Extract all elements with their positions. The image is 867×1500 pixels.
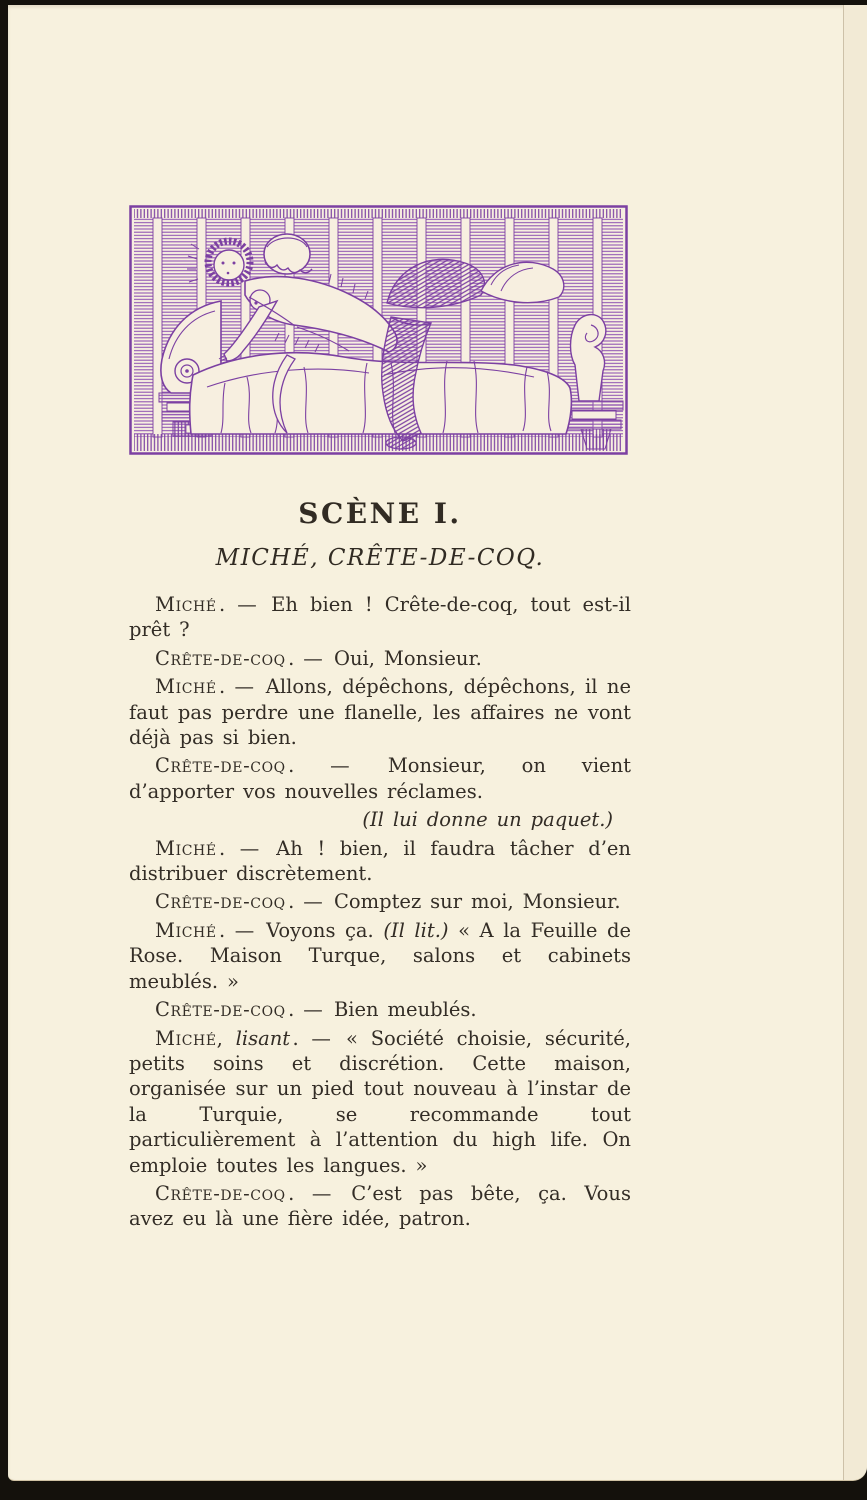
dialogue-dash: . — xyxy=(218,836,274,860)
floor-band xyxy=(134,434,623,451)
speaker-name: Miché xyxy=(155,1026,217,1050)
dialogue-dash: . — xyxy=(288,754,386,778)
dialogue-dash: . — xyxy=(292,1026,344,1050)
foot xyxy=(386,437,416,449)
dialogue-paragraph xyxy=(129,646,631,671)
dialogue-text: Ah ! bien, il faudra tâcher d’en distribuer discrètement. xyxy=(129,836,631,886)
dialogue-text: Comptez sur moi, Monsieur. xyxy=(333,890,621,914)
engraving-couple-on-daybed xyxy=(129,205,628,455)
dialogue-text: Eh bien ! Crête-de-coq, tout est-il prêt ? xyxy=(129,593,631,642)
page-right-edge xyxy=(843,5,867,1480)
dialogue-dash: . — xyxy=(288,1181,349,1205)
speaker-name: Miché xyxy=(155,593,217,616)
dialogue-dash: . — xyxy=(218,918,264,942)
dialogue-text: « Société choisie, sécurité, petits soins et discrétion. Cette maison, organisée sur un pied tout nouveau à l’instar de la Turquie, se recommande tout particulièrement à l’attention du high life. On emploie toutes les langues. » xyxy=(129,1026,631,1177)
book-page xyxy=(8,5,867,1481)
speaker-name: Miché xyxy=(155,918,217,942)
dialogue-paragraph xyxy=(129,918,631,994)
dialogue-paragraph xyxy=(129,889,631,914)
dialogue-text: Voyons ça. (Il lit.) « A la Feuille de Rose. Maison Turque, salons et cabinets meublés. » xyxy=(129,918,631,993)
speaker-name: Crête-de-coq xyxy=(155,754,286,778)
speaker-name: Crête-de-coq xyxy=(155,1181,286,1205)
stage-direction: (Il lui donne un paquet.) xyxy=(362,808,613,832)
dialogue-paragraph xyxy=(129,1026,631,1178)
dialogue-paragraph xyxy=(129,836,631,887)
dialogue-text: Oui, Monsieur. xyxy=(333,646,482,670)
speaker-note: , lisant xyxy=(216,1026,291,1050)
speaker-name: Crête-de-coq xyxy=(155,890,286,914)
speaker-name: Miché xyxy=(155,675,217,699)
speaker-name: Miché xyxy=(155,836,217,860)
dialogue-dash: . — xyxy=(218,675,264,699)
dialogue-text: C’est pas bête, ça. Vous avez eu là une fière idée, patron. xyxy=(129,1181,631,1231)
dialogue-dash: . — xyxy=(218,593,269,616)
speaker-name: Crête-de-coq xyxy=(155,998,286,1022)
dialogue-paragraph xyxy=(129,997,631,1022)
dialogue-dash: . — xyxy=(288,646,332,670)
scene-title: SCÈNE I. xyxy=(298,497,462,530)
plate-illustration xyxy=(129,205,628,455)
dialogue-dash: . — xyxy=(288,890,332,914)
dialogue-text: Monsieur, on vient d’apporter vos nouvelles réclames. xyxy=(129,754,631,803)
dialogue-paragraph xyxy=(129,753,631,804)
dialogue-text: Allons, dépêchons, dépêchons, il ne faut pas perdre une flanelle, les affaires ne vont déjà pas si bien. xyxy=(129,675,631,750)
dialogue-dash: . — xyxy=(288,998,332,1022)
dialogue-paragraph xyxy=(129,674,631,750)
head-left xyxy=(214,250,244,280)
dialogue-block xyxy=(129,592,631,1232)
dialogue-paragraph xyxy=(129,592,631,643)
dialogue-paragraph xyxy=(129,1181,631,1232)
characters-heading: MICHÉ, CRÊTE-DE-COQ. xyxy=(215,545,545,571)
bedding-sheets xyxy=(190,353,572,434)
speaker-name: Crête-de-coq xyxy=(155,646,286,670)
dialogue-text: Bien meublés. xyxy=(333,998,477,1022)
page-content-column xyxy=(129,205,631,1235)
